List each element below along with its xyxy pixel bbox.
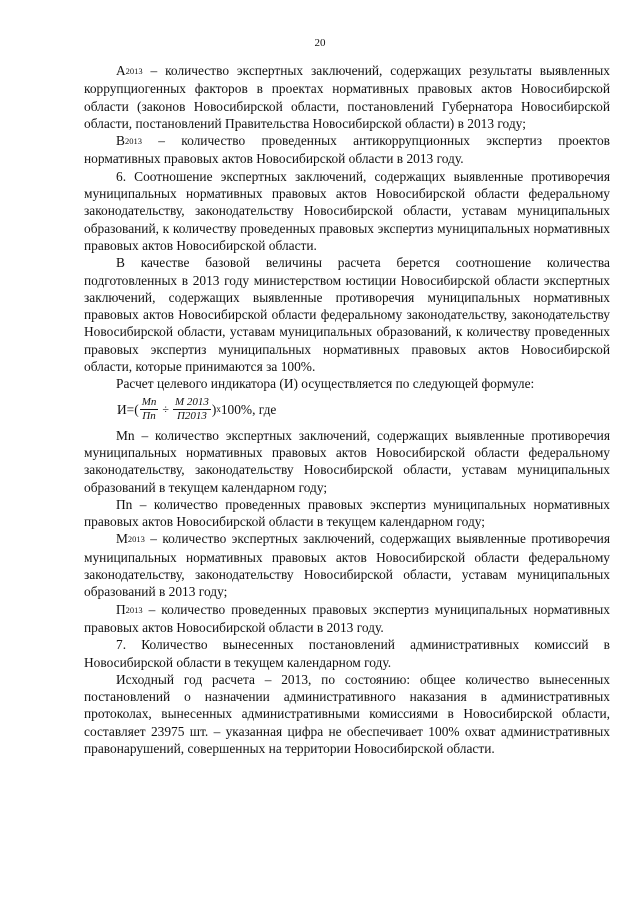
fraction-m2013-p2013 <box>173 396 211 423</box>
definition-text: – количество экспертных заключений, содержащих выявленные противоречия муниципальных нормативных правовых актов Новосибирской области федеральному законодательству, законодательству Новосибирской области, уставам муниципальных образований в 2013 году; <box>84 531 610 600</box>
definition-a2013 <box>84 62 610 132</box>
definition-text: – количество проведенных антикоррупционных экспертиз проектов нормативных правовых актов Новосибирской области в 2013 году. <box>84 133 610 167</box>
symbol: Мn <box>116 427 135 443</box>
fraction-mn-pn <box>140 396 159 423</box>
paragraph-base-value: В качестве базовой величины расчета берется соотношение количества подготовленных в 2013 году министерством юстиции Новосибирской области экспертных заключений, содержащих выявленные противоречия муниципальных нормативных правовых актов Новосибирской области федеральному законодательству, законодательству Новосибирской области, уставам муниципальных образований, к количеству проведенных правовых экспертиз муниципальных нормативных правовых актов Новосибирской области, которые принимаются за 100%. <box>84 255 610 375</box>
symbol-subscript: 2013 <box>125 604 143 615</box>
symbol: А <box>116 63 126 78</box>
formula-lhs: И=( <box>117 401 139 417</box>
symbol: М <box>116 531 128 547</box>
document-body <box>84 62 610 757</box>
definition-pn <box>84 496 610 531</box>
definition-text: – количество проведенных правовых экспертиз муниципальных нормативных правовых актов Новосибирской области в текущем календарном году; <box>84 496 610 530</box>
paragraph-item-6: 6. Соотношение экспертных заключений, содержащих выявленные противоречия муниципальных нормативных правовых актов Новосибирской области федеральному законодательству, законодательству Новосибирской области, уставам муниципальных образований, к количеству проведенных правовых экспертиз муниципальных нормативных правовых актов Новосибирской области. <box>84 168 610 253</box>
symbol: П <box>116 601 126 617</box>
division-sign: ÷ <box>162 401 169 416</box>
multiply-sign: х <box>216 403 221 414</box>
denominator: П2013 <box>176 410 207 423</box>
formula-tail: 100%, где <box>220 401 277 417</box>
paragraph-item-7: 7. Количество вынесенных постановлений административных комиссий в Новосибирской области в текущем календарном году. <box>84 637 610 670</box>
symbol: Пn <box>116 496 133 512</box>
paragraph-calculation: Расчет целевого индикатора (И) осуществляется по следующей формуле: <box>116 376 535 392</box>
symbol-subscript: 2013 <box>125 66 143 76</box>
formula <box>84 393 610 427</box>
symbol-subscript: 2013 <box>124 136 142 147</box>
formula-close: ) <box>211 401 217 417</box>
definition-mn <box>84 427 610 496</box>
definition-p2013 <box>84 601 610 637</box>
numerator: М 2013 <box>174 396 209 409</box>
definition-text: – количество проведенных правовых экспертиз муниципальных нормативных правовых актов Новосибирской области в 2013 году. <box>84 601 610 635</box>
symbol-subscript: 2013 <box>127 534 145 545</box>
definition-m2013 <box>84 530 610 600</box>
denominator: Пn <box>142 410 156 423</box>
definition-b2013 <box>84 132 610 168</box>
symbol: В <box>116 133 125 149</box>
numerator: Мn <box>141 396 157 409</box>
page-number: 20 <box>314 37 326 49</box>
paragraph-initial-year: Исходный год расчета – 2013, по состоянию: общее количество вынесенных постановлений о назначении административного наказания в административных протоколах, вынесенных административными комиссиями в Новосибирской области, составляет 23975 шт. – указанная цифра не обеспечивает 100% охват административных правонарушений, совершенных на территории Новосибирской области. <box>84 671 610 756</box>
definition-text: – количество экспертных заключений, содержащих выявленные противоречия муниципальных нормативных правовых актов Новосибирской области федеральному законодательству, законодательству Новосибирской области, уставам муниципальных образований в текущем календарном году; <box>84 427 610 495</box>
definition-text: – количество экспертных заключений, содержащих результаты выявленных коррупциогенных факторов в проектах нормативных правовых актов Новосибирской области (законов Новосибирской области, постановлений Губернатора Новосибирской области, постановлений Правительства Новосибирской области) в 2013 году; <box>84 63 610 131</box>
